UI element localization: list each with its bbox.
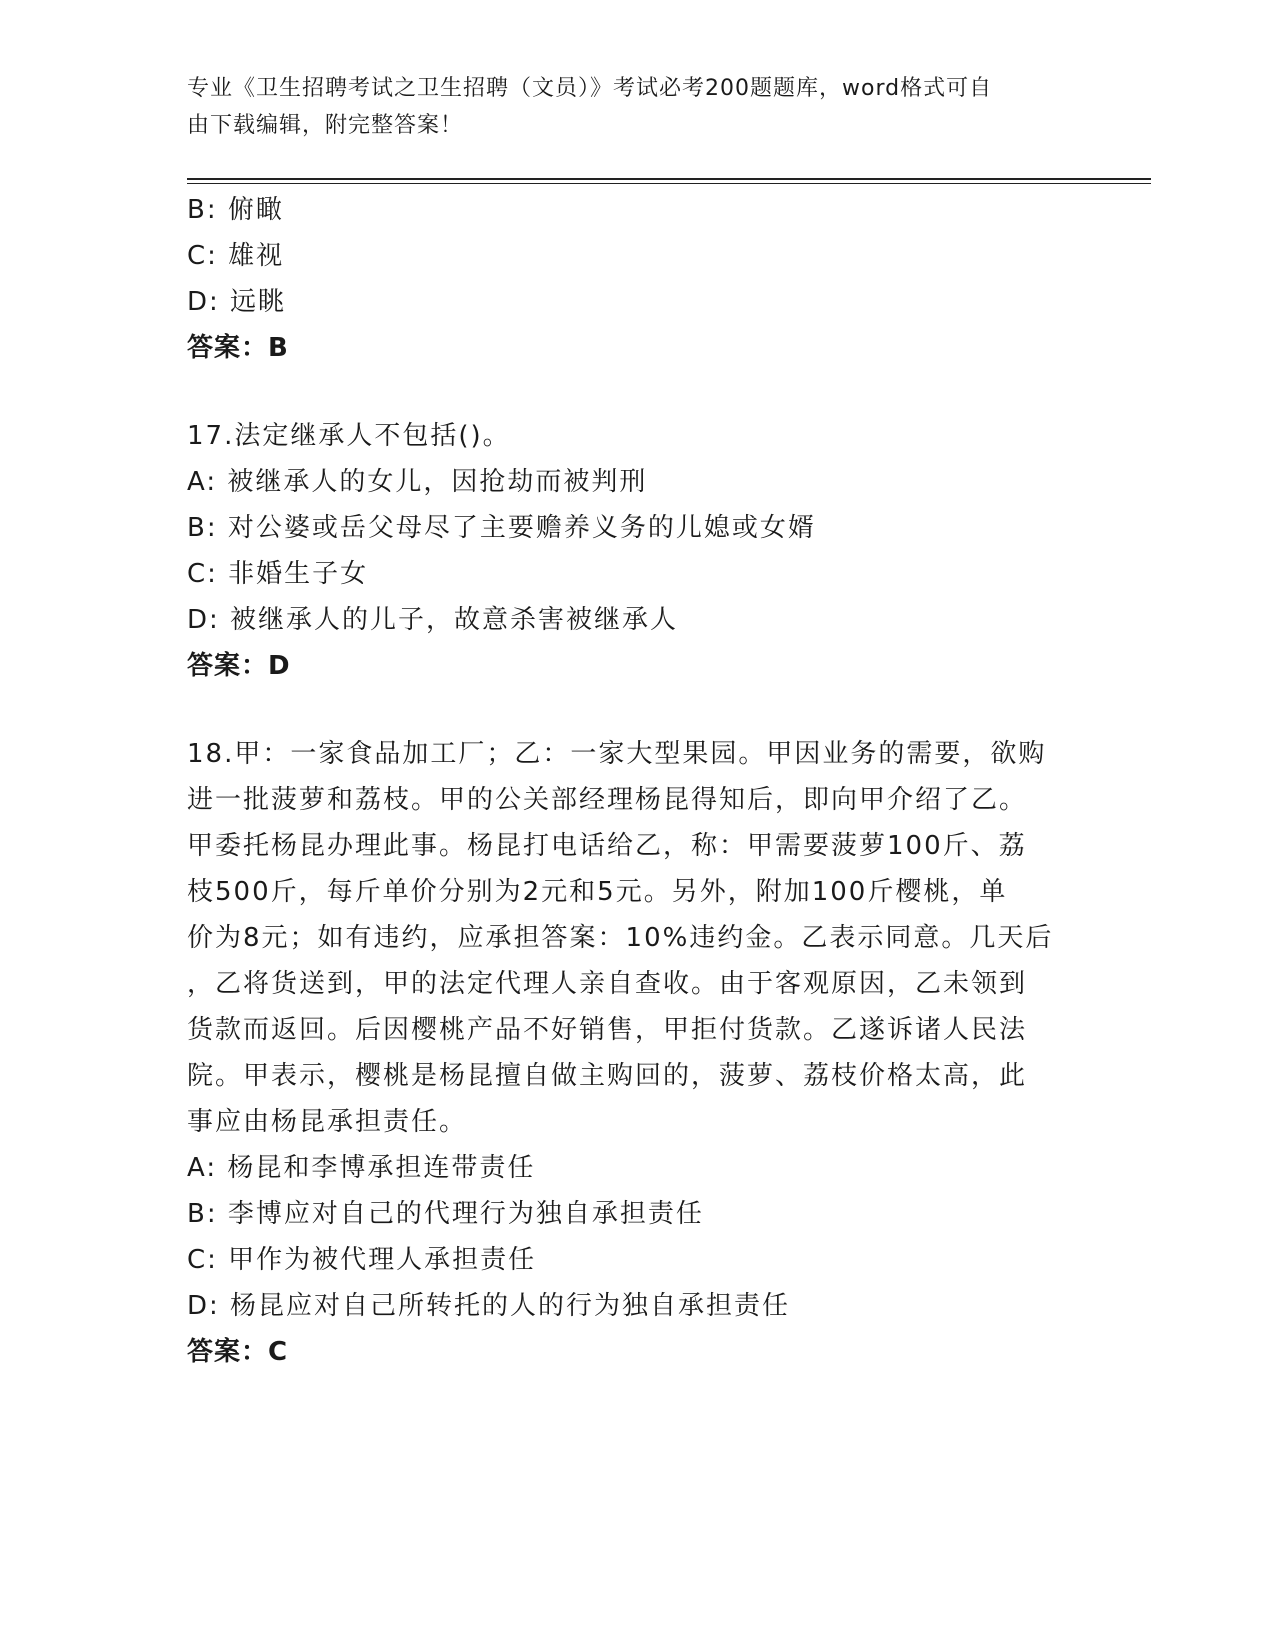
q16-option-c: C: 雄视 <box>187 241 285 271</box>
q17-stem: 17.法定继承人不包括()。 <box>187 421 511 451</box>
q18-option-a: A: 杨昆和李博承担连带责任 <box>187 1153 536 1183</box>
q18-stem-line: 价为8元；如有违约，应承担答案：10%违约金。乙表示同意。几天后 <box>187 923 1054 953</box>
question-17-block <box>187 413 1087 689</box>
q18-stem-line: 枝500斤，每斤单价分别为2元和5元。另外，附加100斤樱桃，单 <box>187 877 1008 907</box>
q18-stem-line: 事应由杨昆承担责任。 <box>187 1107 468 1137</box>
q16-option-d: D: 远眺 <box>187 287 287 317</box>
q17-option-c: C: 非婚生子女 <box>187 559 369 589</box>
question-16-block <box>187 187 1087 371</box>
q18-option-c: C: 甲作为被代理人承担责任 <box>187 1245 537 1275</box>
q17-option-d: D: 被继承人的儿子，故意杀害被继承人 <box>187 605 679 635</box>
q16-option-b: B: 俯瞰 <box>187 195 284 225</box>
q18-stem-line: 甲委托杨昆办理此事。杨昆打电话给乙，称：甲需要菠萝100斤、荔 <box>187 831 1027 861</box>
spacer <box>187 689 1087 731</box>
q17-answer: 答案：D <box>187 651 291 681</box>
header-divider <box>187 178 1151 180</box>
question-content <box>187 187 1087 1375</box>
page-header <box>187 70 1087 144</box>
q18-answer: 答案：C <box>187 1337 289 1367</box>
q18-stem-line: 院。甲表示，樱桃是杨昆擅自做主购回的，菠萝、荔枝价格太高，此 <box>187 1061 1028 1091</box>
q16-answer: 答案：B <box>187 333 289 363</box>
q18-stem-line: 进一批菠萝和荔枝。甲的公关部经理杨昆得知后，即向甲介绍了乙。 <box>187 785 1028 815</box>
header-line-2: 由下载编辑，附完整答案！ <box>187 113 464 138</box>
spacer <box>187 371 1087 413</box>
q18-option-d: D: 杨昆应对自己所转托的人的行为独自承担责任 <box>187 1291 791 1321</box>
q17-option-b: B: 对公婆或岳父母尽了主要赡养义务的儿媳或女婿 <box>187 513 816 543</box>
q17-option-a: A: 被继承人的女儿，因抢劫而被判刑 <box>187 467 648 497</box>
q18-stem-line: 18.甲：一家食品加工厂；乙：一家大型果园。甲因业务的需要，欲购 <box>187 739 1047 769</box>
question-18-block <box>187 731 1087 1375</box>
q18-stem-line: 货款而返回。后因樱桃产品不好销售，甲拒付货款。乙遂诉诸人民法 <box>187 1015 1028 1045</box>
q18-option-b: B: 李博应对自己的代理行为独自承担责任 <box>187 1199 704 1229</box>
header-line-1: 专业《卫生招聘考试之卫生招聘（文员）》考试必考200题题库，word格式可自 <box>187 76 993 101</box>
q18-stem-line: ，乙将货送到，甲的法定代理人亲自查收。由于客观原因，乙未领到 <box>187 969 1028 999</box>
